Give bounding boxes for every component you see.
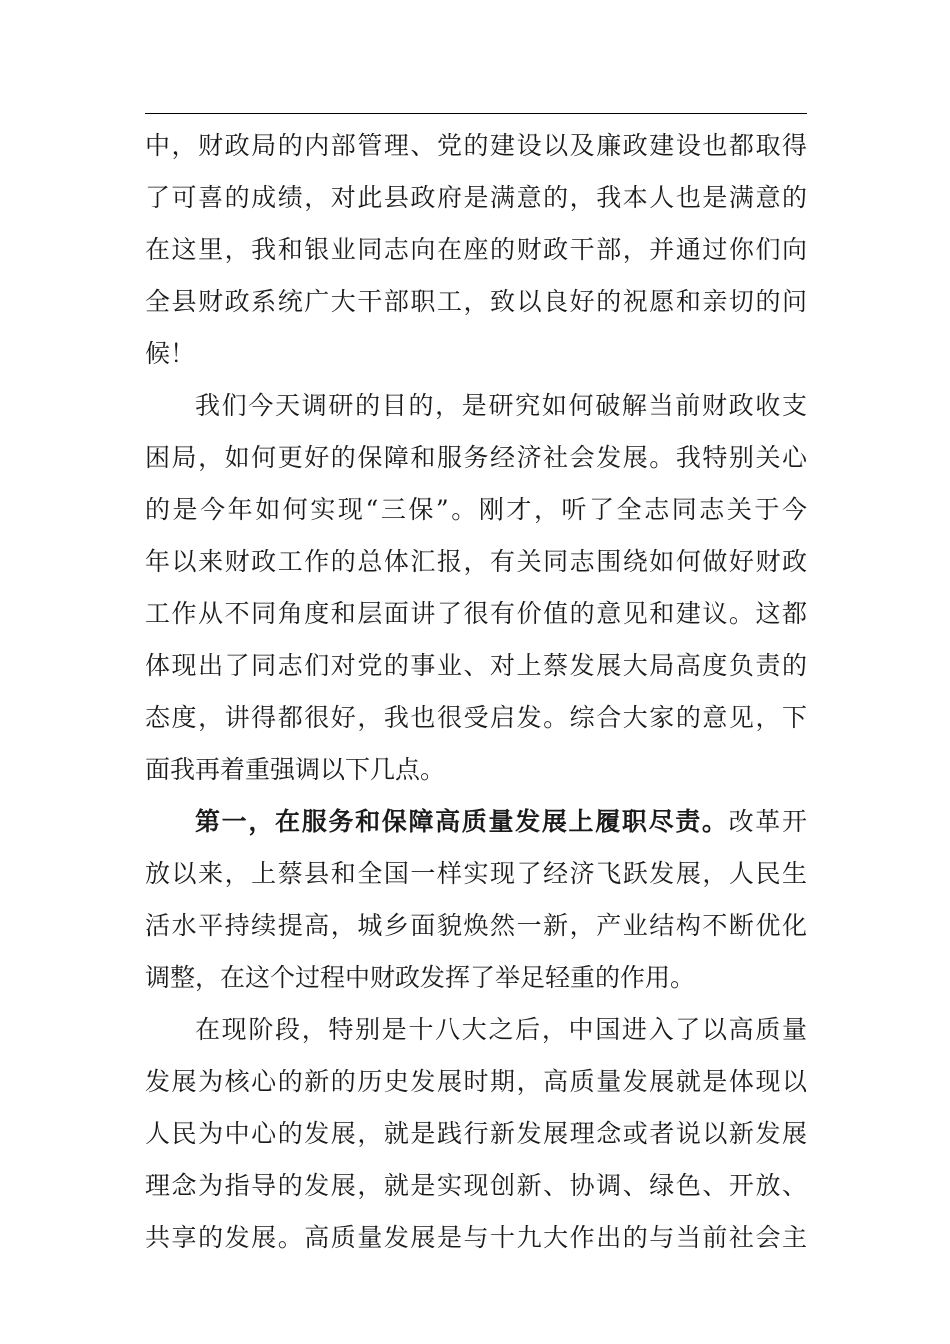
section-heading: 第一，在服务和保障高质量发展上履职尽责。: [195, 807, 729, 836]
text-line: 发展为核心的新的历史发展时期，高质量发展就是体现以: [145, 1067, 807, 1096]
text-line: 了可喜的成绩，对此县政府是满意的，我本人也是满意的: [145, 183, 807, 212]
paragraph-start-line: 在现阶段，特别是十八大之后，中国进入了以高质量: [195, 1015, 807, 1044]
text-line: 的是今年如何实现“三保”。刚才，听了全志同志关于今: [145, 495, 807, 524]
text-line: 放以来，上蔡县和全国一样实现了经济飞跃发展，人民生: [145, 859, 807, 888]
document-body: [145, 120, 807, 1264]
section-heading-line: [145, 796, 807, 848]
text-line: 年以来财政工作的总体汇报，有关同志围绕如何做好财政: [145, 547, 807, 576]
text-line: 面我再着重强调以下几点。: [145, 755, 446, 784]
text-line: 困局，如何更好的保障和服务经济社会发展。我特别关心: [145, 443, 807, 472]
text-line: 在这里，我和银业同志向在座的财政干部，并通过你们向: [145, 235, 807, 264]
text-line: 候！: [145, 339, 196, 368]
text-line: 体现出了同志们对党的事业、对上蔡发展大局高度负责的: [145, 651, 807, 680]
text-line: 人民为中心的发展，就是践行新发展理念或者说以新发展: [145, 1119, 807, 1148]
text-line: 态度，讲得都很好，我也很受启发。综合大家的意见，下: [145, 703, 807, 732]
text-line: 活水平持续提高，城乡面貌焕然一新，产业结构不断优化: [145, 911, 807, 940]
text-line: 中，财政局的内部管理、党的建设以及廉政建设也都取得: [145, 131, 807, 160]
text-line: 共享的发展。高质量发展是与十九大作出的与当前社会主: [145, 1223, 807, 1252]
text-line: 工作从不同角度和层面讲了很有价值的意见和建议。这都: [145, 599, 807, 628]
text-line: 调整，在这个过程中财政发挥了举足轻重的作用。: [145, 963, 696, 992]
heading-line-text: 改革开: [728, 807, 807, 836]
header-rule: [145, 113, 807, 114]
text-line: 全县财政系统广大干部职工，致以良好的祝愿和亲切的问: [145, 287, 807, 316]
paragraph-start-line: 我们今天调研的目的，是研究如何破解当前财政收支: [195, 391, 807, 420]
text-line: 理念为指导的发展，就是实现创新、协调、绿色、开放、: [145, 1171, 807, 1200]
